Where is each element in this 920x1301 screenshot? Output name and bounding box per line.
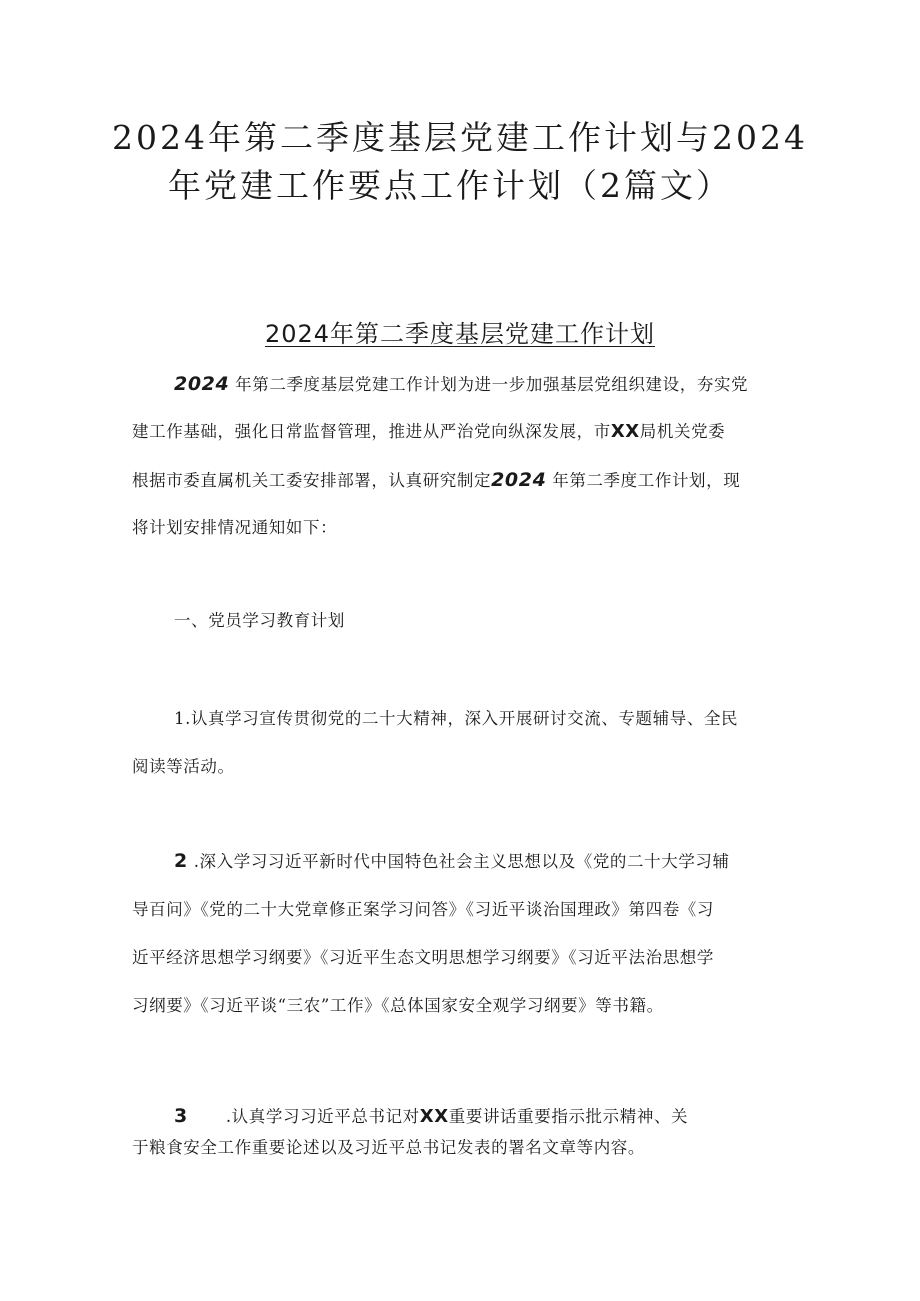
- intro-line-2: [132, 420, 725, 444]
- intro-line-1: [174, 372, 748, 397]
- intro-line-3-a: 根据市委直属机关工委安排部署，认真研究制定: [132, 471, 492, 490]
- intro-year-2: 2024: [491, 469, 547, 491]
- item-2-line-2: 导百问》《党的二十大党章修正案学习问答》《习近平谈治国理政》第四卷《习: [132, 900, 714, 919]
- document-title-line-1: 2024年第二季度基层党建工作计划与2024: [112, 118, 808, 157]
- intro-line-2-a: 建工作基础，强化日常监督管理，推进从严治党向纵深发展，市: [132, 422, 611, 441]
- item-2-line-1: [174, 849, 730, 874]
- section-title: [0, 318, 920, 350]
- item-2-line-3: 近平经济思想学习纲要》《习近平生态文明思想学习纲要》《习近平法治思想学: [132, 948, 714, 967]
- item-3-line-1-a: .认真学习习近平总书记对: [225, 1107, 420, 1126]
- document-title-line-2: 年党建工作要点工作计划（2篇文）: [168, 166, 732, 205]
- intro-xx: XX: [610, 421, 640, 442]
- item-3-xx: XX: [419, 1106, 449, 1127]
- section-title-text: 2024年第二季度基层党建工作计划: [264, 320, 656, 348]
- item-3-line-2: 于粮食安全工作重要论述以及习近平总书记发表的署名文章等内容。: [132, 1138, 645, 1157]
- item-1-line-1: 1.认真学习宣传贯彻党的二十大精神，深入开展研讨交流、专题辅导、全民: [174, 709, 739, 728]
- intro-line-3-b: 年第二季度工作计划，现: [552, 471, 741, 490]
- intro-year: 2024: [174, 373, 230, 395]
- intro-line-1-text: 年第二季度基层党建工作计划为进一步加强基层党组织建设，夯实党: [235, 375, 749, 394]
- item-3-line-1: [174, 1104, 688, 1129]
- item-2-number: 2: [174, 850, 188, 872]
- intro-line-4: 将计划安排情况通知如下：: [132, 518, 338, 537]
- intro-line-2-b: 局机关党委: [639, 422, 726, 441]
- item-2-line-1-text: .深入学习习近平新时代中国特色社会主义思想以及《党的二十大学习辅: [193, 852, 730, 871]
- item-3-number: 3: [174, 1105, 188, 1127]
- item-1-line-2: 阅读等活动。: [132, 757, 235, 776]
- item-2-line-4: 习纲要》《习近平谈“三农”工作》《总体国家安全观学习纲要》等书籍。: [132, 996, 664, 1015]
- heading-party-study-plan: 一、党员学习教育计划: [174, 611, 345, 630]
- intro-line-3: [132, 468, 740, 493]
- item-3-line-1-b: 重要讲话重要指示批示精神、关: [448, 1107, 689, 1126]
